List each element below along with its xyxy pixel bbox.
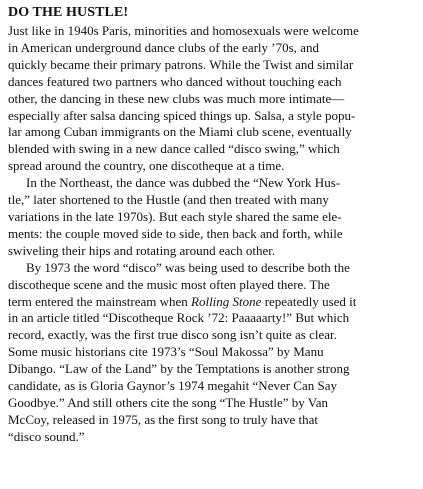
text-line: dances featured two partners who danced without touching each	[8, 73, 342, 89]
text-line: candidate, as is Gloria Gaynor’s 1974 megahit “Never Can Say	[8, 378, 337, 394]
text-line: “disco sound.”	[8, 428, 85, 444]
text-line: swiveling their hips and rotating around each other.	[8, 242, 276, 258]
text-segment: term entered the mainstream when	[8, 293, 192, 309]
text-line: record, exactly, was the first true disco song isn’t quite as clear.	[8, 327, 337, 343]
text-line: Some music historians cite 1973’s “Soul Makossa” by Manu	[8, 344, 324, 360]
text-line: In the Northeast, the dance was dubbed the “New York Hus-	[26, 175, 341, 191]
text-line: lar among Cuban immigrants on the Miami club scene, eventually	[8, 124, 352, 140]
text-line: By 1973 the word “disco” was being used to describe both the	[26, 259, 350, 275]
text-line: tle,” later shortened to the Hustle (and then treated with many	[8, 192, 329, 208]
paragraph-1	[8, 23, 417, 175]
publication-title: Rolling Stone	[191, 293, 262, 309]
text-line: Dibango. “Law of the Land” by the Temptations is another strong	[8, 361, 350, 377]
text-line: especially after salsa dancing spiced things up. Salsa, a style popu-	[8, 107, 356, 123]
text-line: in an article titled “Discotheque Rock ’72: Paaaaarty!” But which	[8, 310, 350, 326]
section-heading: DO THE HUSTLE!	[8, 5, 129, 20]
text-segment: repeatedly used it	[261, 293, 357, 309]
text-line: McCoy, released in 1975, as the first song to truly have that	[8, 411, 319, 427]
paragraph-3	[8, 260, 417, 446]
text-line: ments: the couple moved side to side, then back and forth, while	[8, 225, 343, 241]
text-line: other, the dancing in these new clubs was much more intimate—	[8, 90, 345, 106]
paragraph-2	[8, 175, 417, 260]
text-line: quickly became their primary patrons. While the Twist and similar	[8, 56, 354, 72]
text-line: Just like in 1940s Paris, minorities and homosexuals were welcome	[8, 23, 359, 38]
text-line: Goodbye.” And still others cite the song “The Hustle” by Van	[8, 394, 329, 410]
text-line: in American underground dance clubs of the early ’70s, and	[8, 39, 319, 55]
text-line: spread around the country, one discotheque at a time.	[8, 158, 285, 174]
text-line: discotheque scene and the music most often played there. The	[8, 276, 330, 292]
text-line: variations in the late 1970s). But each style shared the same ele-	[8, 208, 342, 224]
text-line-with-italic	[8, 294, 417, 311]
text-line: blended with swing in a new dance called “disco swing,” which	[8, 141, 340, 157]
